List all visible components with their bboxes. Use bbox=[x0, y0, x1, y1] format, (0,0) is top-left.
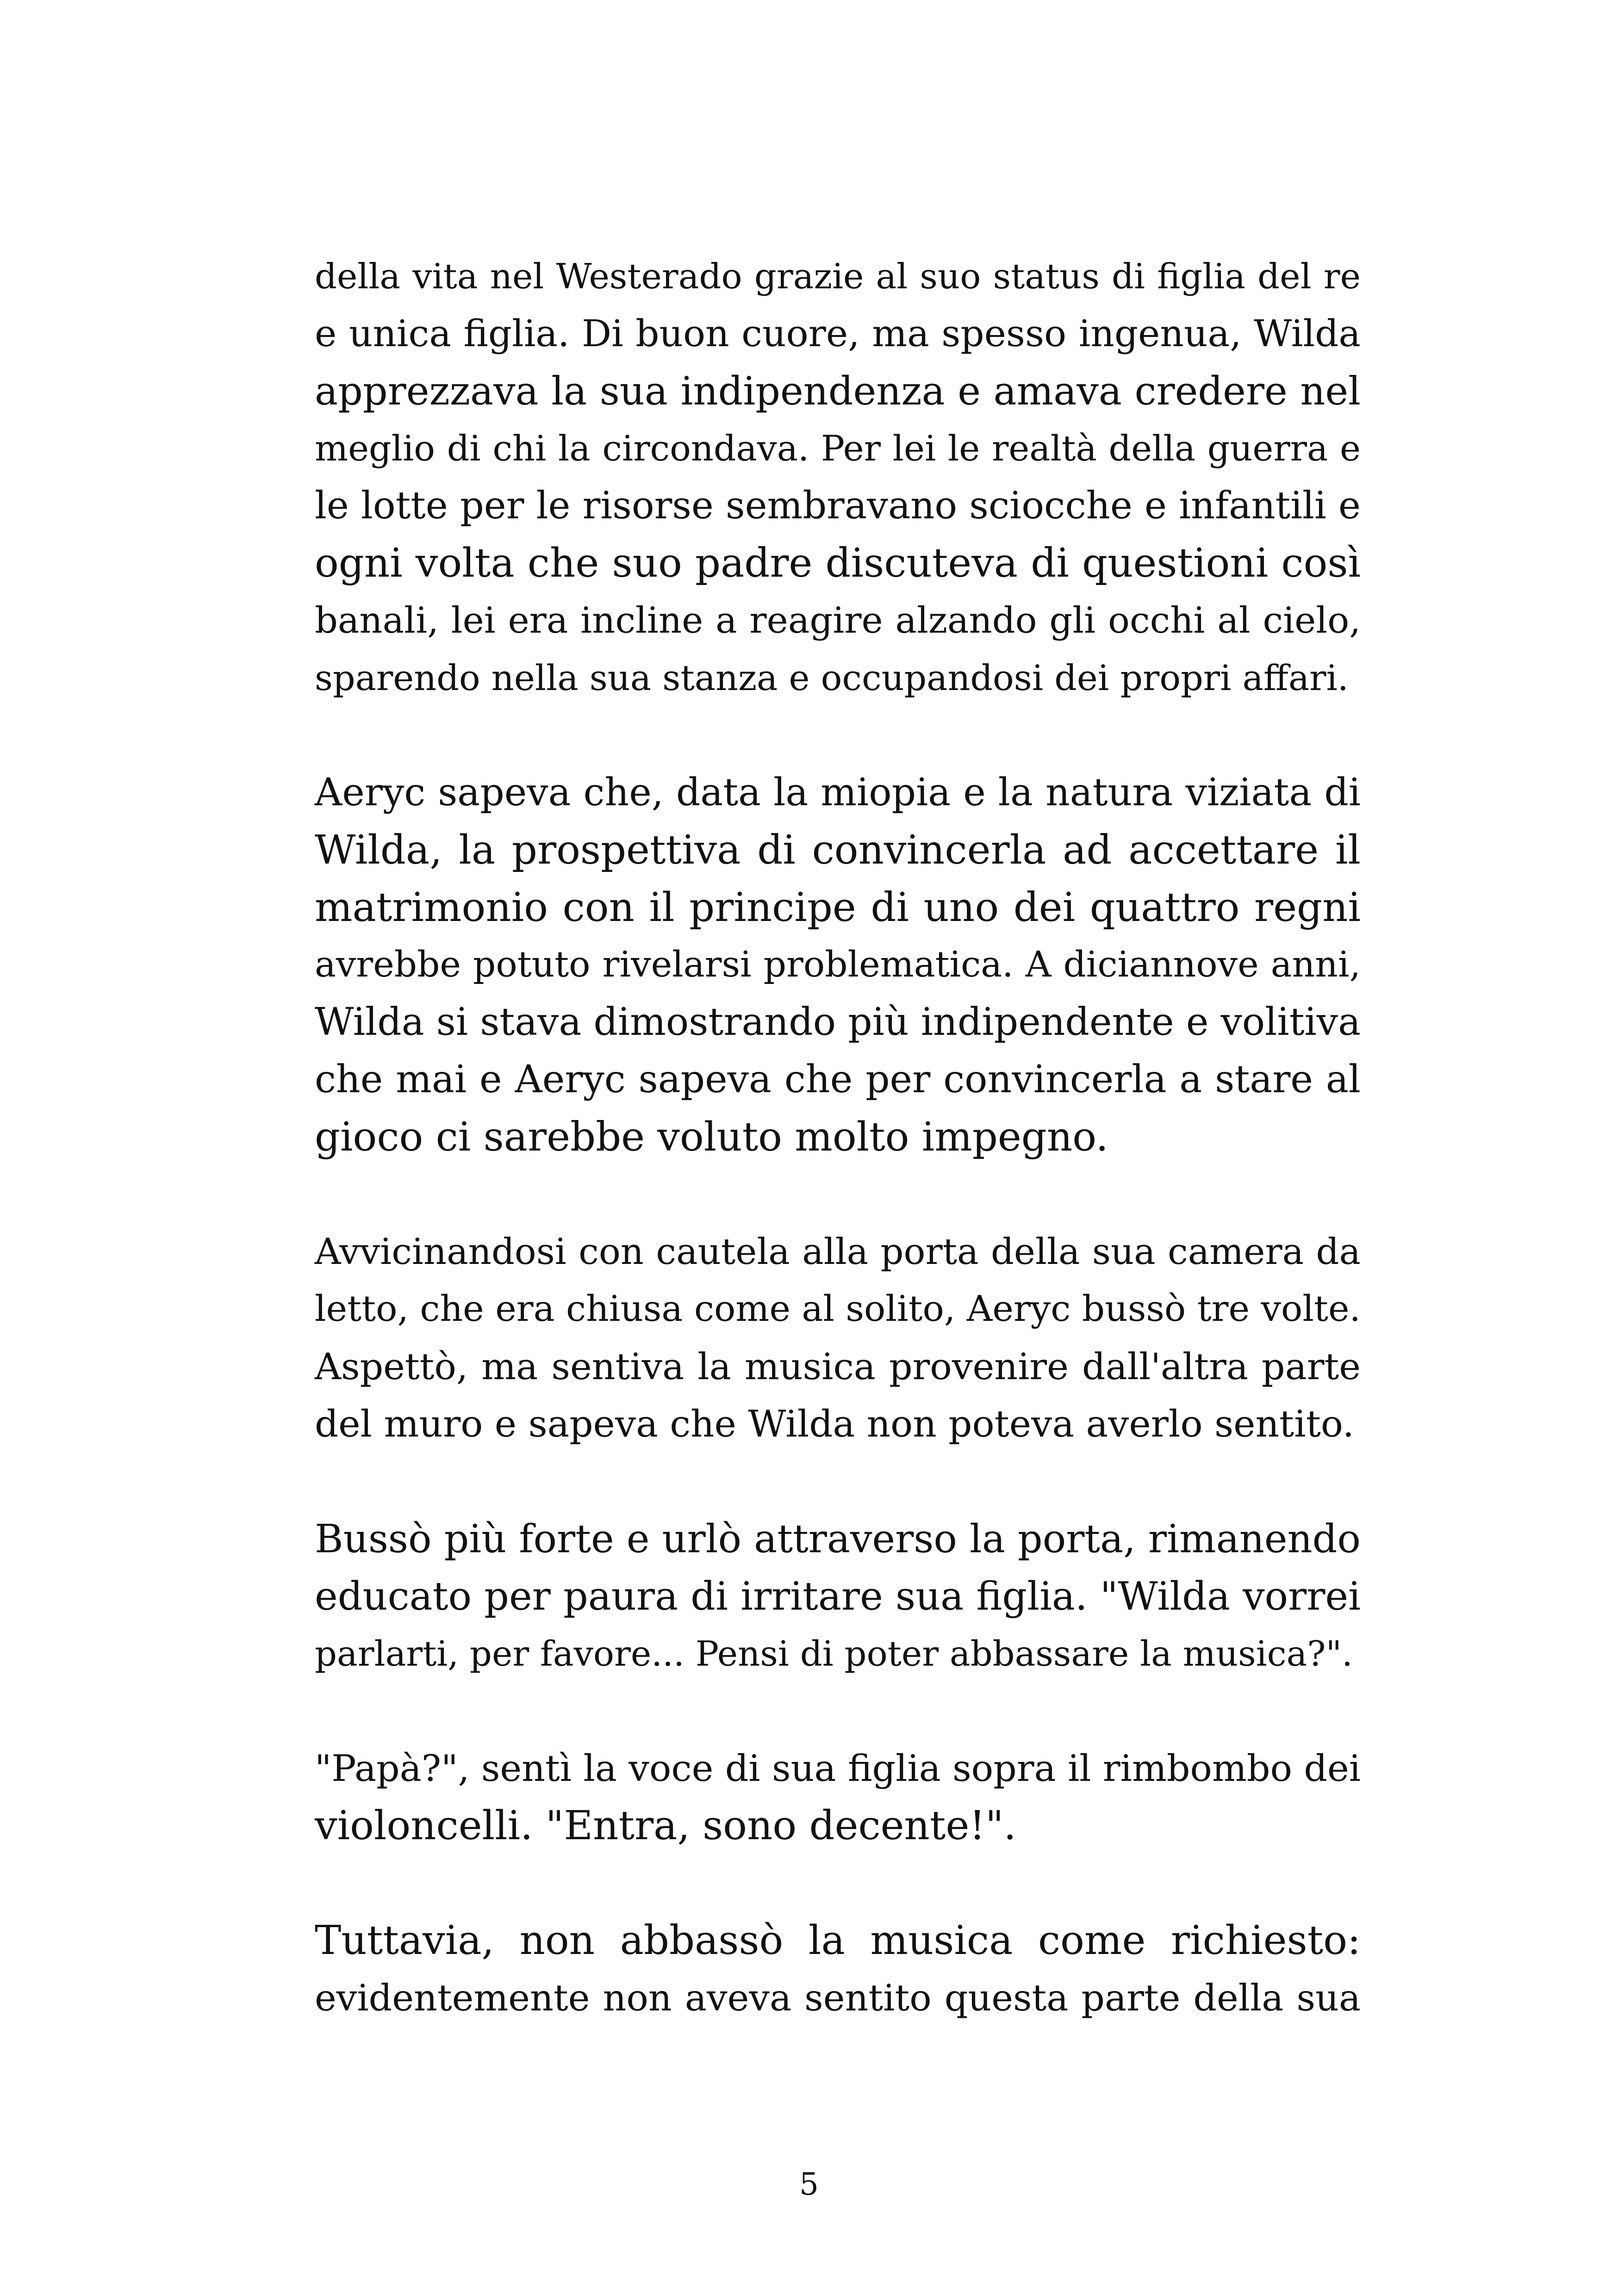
text-line: violoncelli. "Entra, sono decente!". bbox=[315, 1803, 1016, 1849]
text-line: meglio di chi la circondava. Per lei le realtà della guerra e bbox=[315, 428, 1361, 469]
paragraph bbox=[315, 1912, 1361, 2027]
paragraph bbox=[315, 1223, 1361, 1453]
body-text bbox=[315, 248, 1361, 2084]
text-line: apprezzava la sua indipendenza e amava credere nel bbox=[315, 368, 1361, 414]
text-line: parlarti, per favore... Pensi di poter abbassare la musica?". bbox=[315, 1633, 1353, 1674]
text-line: Wilda, la prospettiva di convincerla ad accettare il bbox=[315, 827, 1361, 873]
page-number: 5 bbox=[799, 2166, 819, 2202]
text-line: e unica figlia. Di buon cuore, ma spesso ingenua, Wilda bbox=[315, 312, 1361, 355]
text-line: della vita nel Westerado grazie al suo status di figlia del re bbox=[315, 256, 1361, 297]
text-line: Aeryc sapeva che, data la miopia e la natura viziata di bbox=[315, 771, 1361, 815]
text-line: che mai e Aeryc sapeva che per convincerla a stare al bbox=[315, 1058, 1361, 1101]
paragraph bbox=[315, 1740, 1361, 1854]
text-line: Aspettò, ma sentiva la musica provenire dall'altra parte bbox=[315, 1345, 1361, 1388]
text-line: "Papà?", sentì la voce di sua figlia sopra il rimbombo dei bbox=[315, 1747, 1361, 1790]
text-line: banali, lei era incline a reagire alzando gli occhi al cielo, bbox=[315, 600, 1361, 641]
text-line: matrimonio con il principe di uno dei quattro regni bbox=[315, 884, 1361, 931]
text-line: gioco ci sarebbe voluto molto impegno. bbox=[315, 1114, 1108, 1160]
text-line: Bussò più forte e urlò attraverso la porta, rimanendo bbox=[315, 1516, 1361, 1562]
text-line: Wilda si stava dimostrando più indipendente e volitiva bbox=[315, 1000, 1361, 1044]
paragraph bbox=[315, 248, 1361, 707]
text-line: Avvicinandosi con cautela alla porta della sua camera da bbox=[315, 1231, 1361, 1273]
text-line: educato per paura di irritare sua figlia. "Wilda vorrei bbox=[315, 1574, 1361, 1619]
paragraph bbox=[315, 764, 1361, 1166]
text-line: sparendo nella sua stanza e occupandosi dei propri affari. bbox=[315, 657, 1349, 698]
text-line: ogni volta che suo padre discuteva di questioni così bbox=[315, 540, 1361, 586]
text-line: le lotte per le risorse sembravano sciocche e infantili e bbox=[315, 484, 1361, 528]
text-line: del muro e sapeva che Wilda non poteva averlo sentito. bbox=[315, 1402, 1355, 1445]
text-line: letto, che era chiusa come al solito, Aeryc bussò tre volte. bbox=[315, 1288, 1361, 1330]
text-line: Tuttavia, non abbassò la musica come richiesto: bbox=[315, 1917, 1361, 1964]
paragraph bbox=[315, 1510, 1361, 1682]
text-line: evidentemente non aveva sentito questa parte della sua bbox=[315, 1977, 1361, 2019]
text-line: avrebbe potuto rivelarsi problematica. A diciannove anni, bbox=[315, 944, 1361, 985]
